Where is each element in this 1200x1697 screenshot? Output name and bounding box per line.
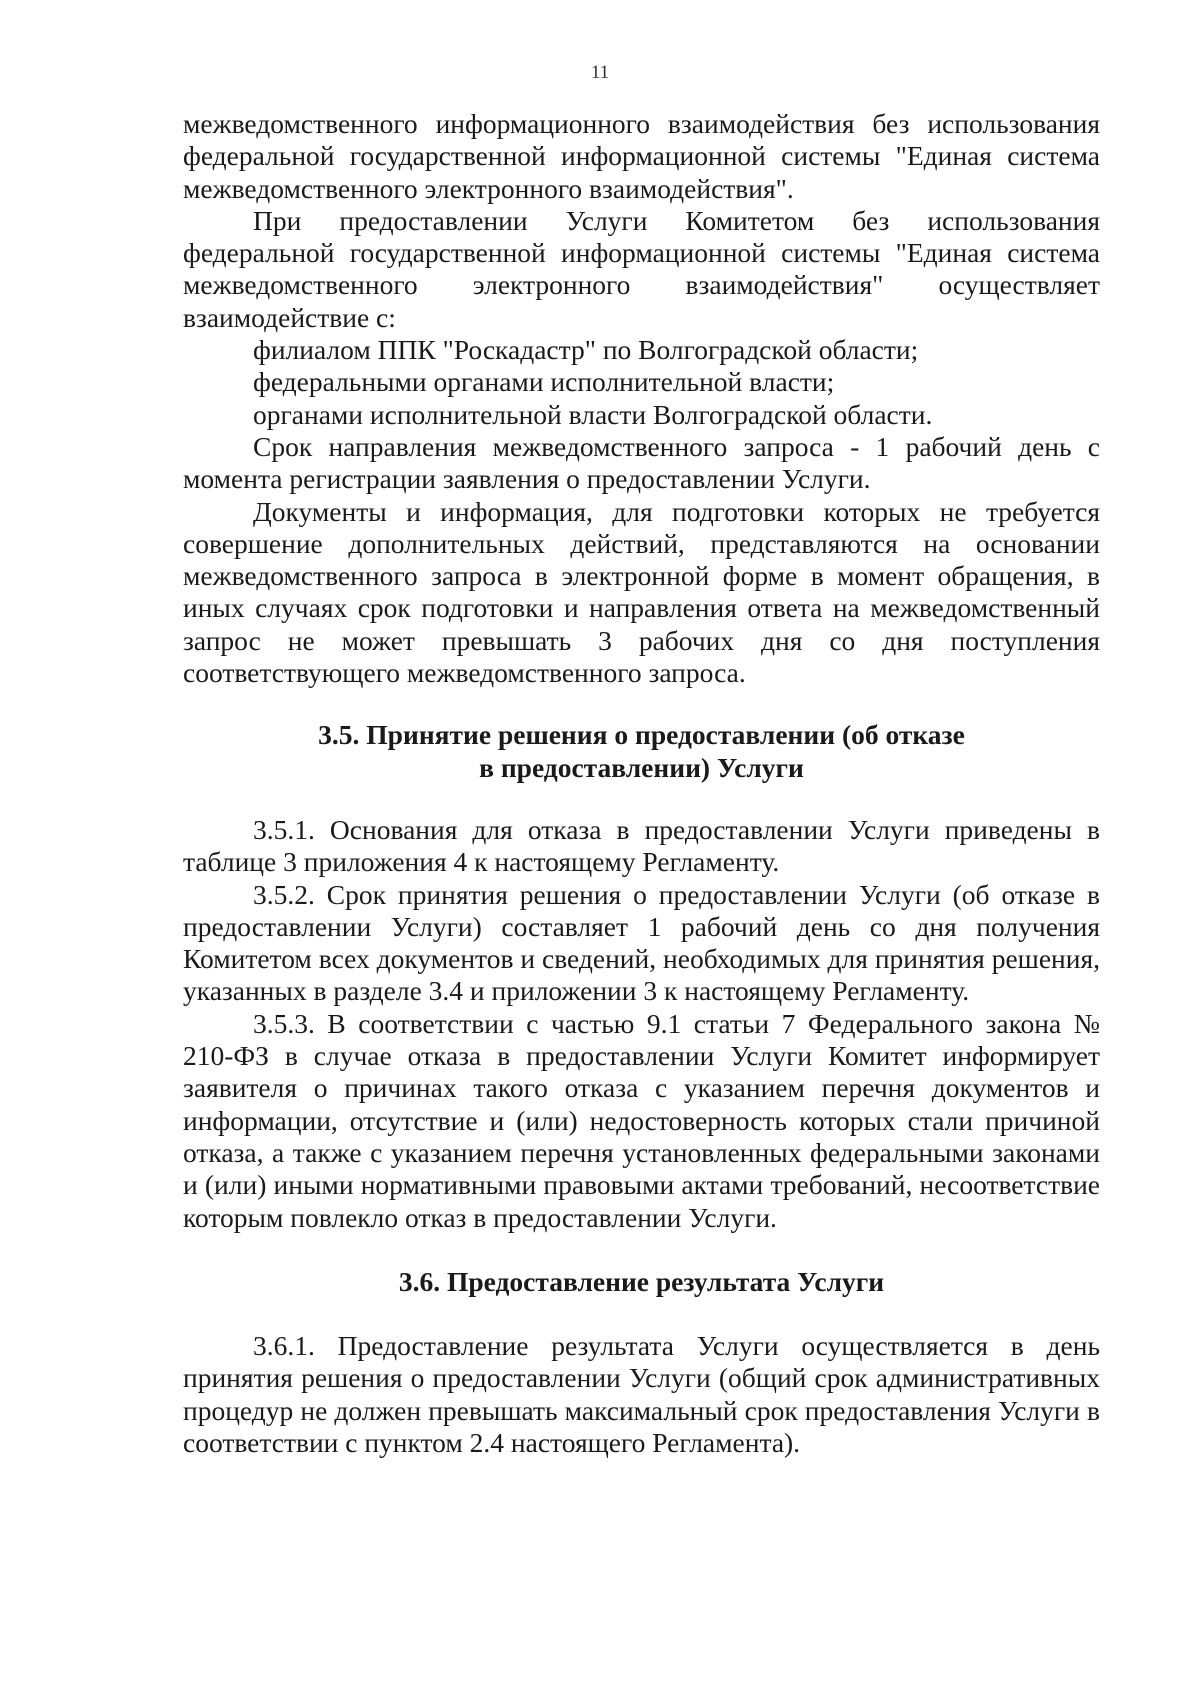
paragraph-request-deadline: Срок направления межведомственного запроса - 1 рабочий день с момента регистрации заявления о предоставлении Услуги. (183, 430, 1100, 495)
paragraph-3-5-1: 3.5.1. Основания для отказа в предоставлении Услуги приведены в таблице 3 приложения 4 к настоящему Регламенту. (183, 813, 1100, 878)
paragraph-documents-info: Документы и информация, для подготовки которых не требуется совершение дополнительных действий, представляются на основании межведомственного запроса в электронной форме в момент обращения, в иных случаях срок подготовки и направления ответа на межведомственный запрос не может превышать 3 рабочих дня со дня поступления соответствующего межведомственного запроса. (183, 495, 1100, 689)
paragraph-interaction-intro: При предоставлении Услуги Комитетом без использования федеральной государственной информационной системы "Единая система межведомственного электронного взаимодействия" осуществляет взаимодействие с: (183, 204, 1100, 333)
paragraph-continuation: межведомственного информационного взаимодействия без использования федеральной государственной информационной системы "Единая система межведомственного электронного взаимодействия". (183, 108, 1100, 204)
section-heading-3-5-line2: в предоставлении) Услуги (479, 751, 804, 783)
paragraph-3-6-1: 3.6.1. Предоставление результата Услуги осуществляется в день принятия решения о предоставлении Услуги (общий срок административных процедур не должен превышать максимальный срок предоставления Услуги в соответствии с пунктом 2.4 настоящего Регламента). (183, 1330, 1100, 1458)
list-item-regional-bodies: органами исполнительной власти Волгоградской области. (253, 398, 933, 430)
list-item-federal-bodies: федеральными органами исполнительной власти; (253, 366, 835, 398)
section-heading-3-5-line1: 3.5. Принятие решения о предоставлении (об отказе (318, 719, 965, 751)
section-heading-3-6: 3.6. Предоставление результата Услуги (398, 1265, 885, 1297)
paragraph-3-5-3: 3.5.3. В соответствии с частью 9.1 статьи 7 Федерального закона № 210-ФЗ в случае отказа в предоставлении Услуги Комитет информирует заявителя о причинах такого отказа с указанием перечня документов и информации, отсутствие и (или) недостоверность которых стали причиной отказа, а также с указанием перечня установленных федеральными законами и (или) иными нормативными правовыми актами требований, несоответствие которым повлекло отказ в предоставлении Услуги. (183, 1007, 1100, 1233)
document-body (183, 108, 1100, 1459)
section-heading-3-5 (183, 719, 1100, 784)
page-number: 11 (590, 62, 610, 83)
list-item-rosreestr: филиалом ППК "Роскадастр" по Волгоградской области; (253, 334, 919, 366)
paragraph-3-5-2: 3.5.2. Срок принятия решения о предоставлении Услуги (об отказе в предоставлении Услуги) составляет 1 рабочий день со дня получения Комитетом всех документов и сведений, необходимых для принятия решения, указанных в разделе 3.4 и приложении 3 к настоящему Регламенту. (183, 878, 1100, 1007)
